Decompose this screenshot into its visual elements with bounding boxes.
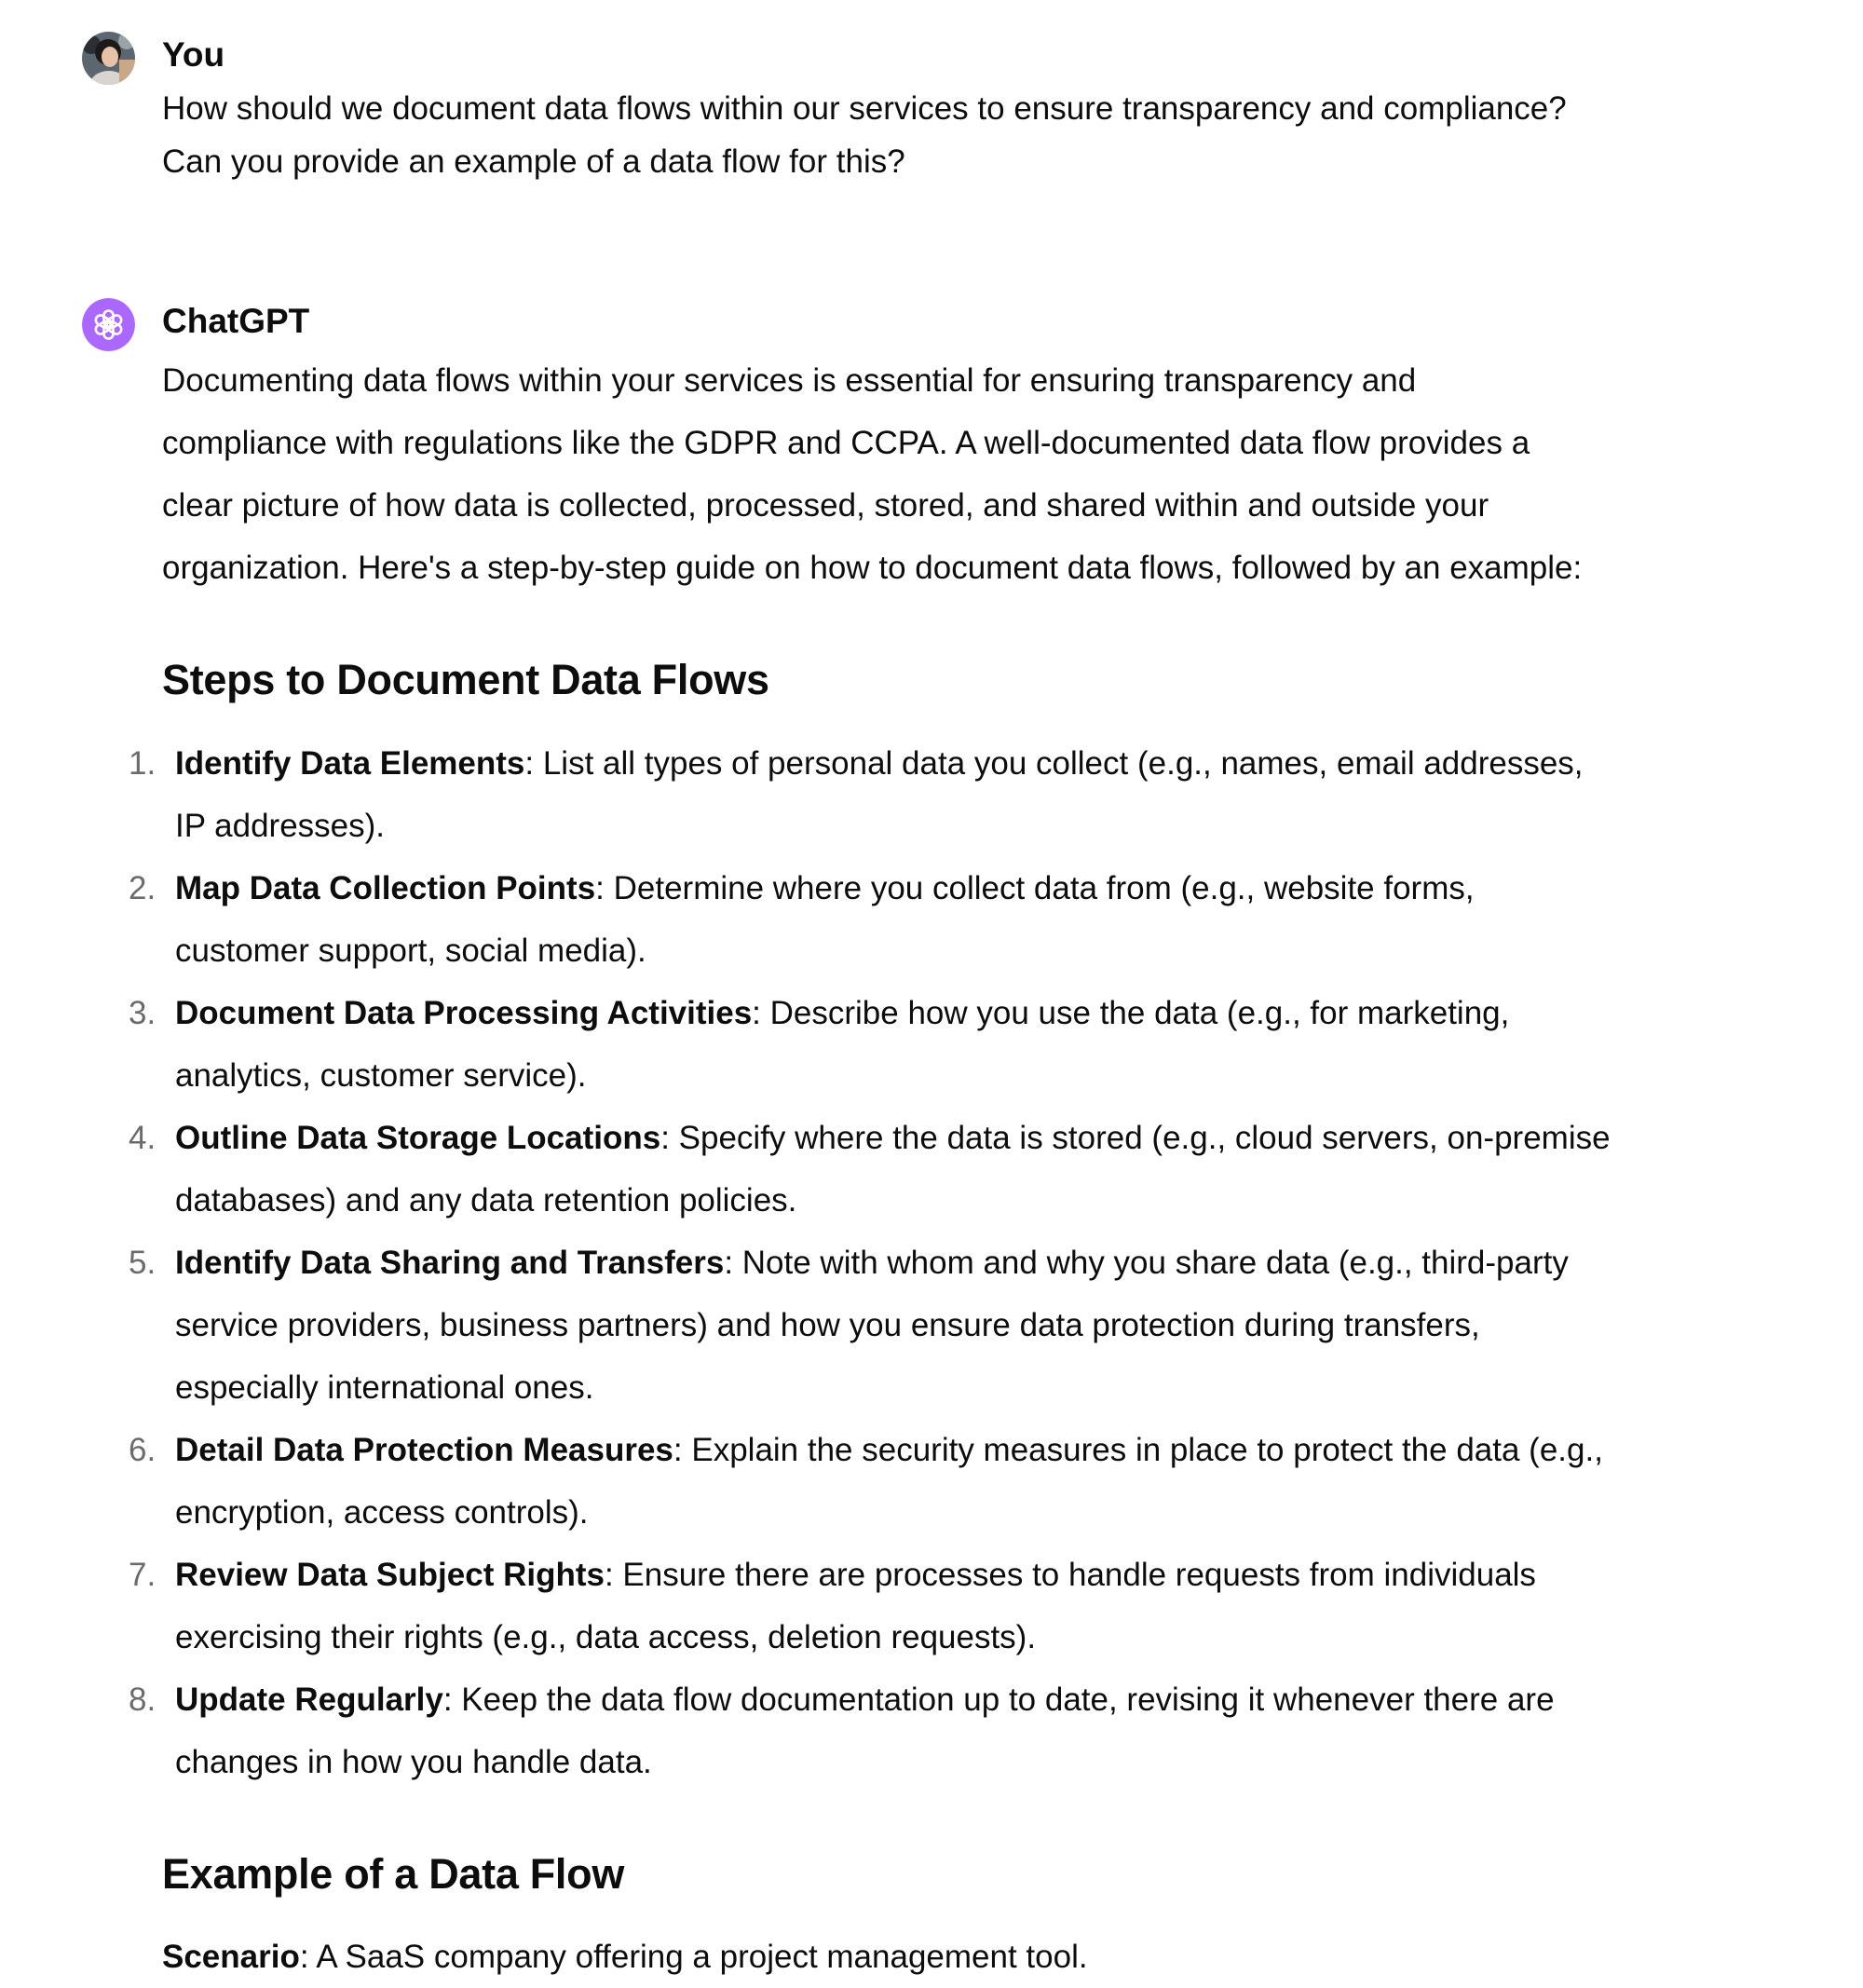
list-item-title: Document Data Processing Activities xyxy=(175,995,753,1031)
example-heading: Example of a Data Flow xyxy=(162,1850,625,1898)
list-item-text: databases) and any data retention policies. xyxy=(175,1182,797,1219)
scenario-line xyxy=(162,1926,1088,1988)
list-item-title: Identify Data Elements xyxy=(175,745,525,782)
list-item xyxy=(121,1668,1742,1793)
list-item-number: 5. xyxy=(129,1245,156,1281)
list-item xyxy=(121,1544,1742,1668)
list-item-number: 1. xyxy=(129,745,156,782)
list-item-number: 3. xyxy=(129,995,156,1031)
list-item-number: 4. xyxy=(129,1120,156,1156)
steps-heading: Steps to Document Data Flows xyxy=(162,656,769,703)
intro-line: organization. Here's a step-by-step guide on how to document data flows, followed by an example: xyxy=(162,550,1583,586)
list-item-number: 6. xyxy=(129,1432,156,1468)
list-item-number: 8. xyxy=(129,1682,156,1718)
list-item xyxy=(121,732,1742,857)
steps-list xyxy=(121,732,1742,1793)
user-message-text xyxy=(162,82,1727,188)
list-item-text: especially international ones. xyxy=(175,1369,594,1406)
list-item-text: analytics, customer service). xyxy=(175,1057,587,1094)
user-message-line: How should we document data flows within our services to ensure transparency and compliance? xyxy=(162,90,1567,127)
assistant-author: ChatGPT xyxy=(162,302,310,340)
list-item-text: changes in how you handle data. xyxy=(175,1744,652,1780)
user-message-line: Can you provide an example of a data flow for this? xyxy=(162,143,905,180)
list-item-text: encryption, access controls). xyxy=(175,1494,589,1531)
list-item-text: IP addresses). xyxy=(175,808,386,844)
list-item-title: Outline Data Storage Locations xyxy=(175,1120,661,1156)
list-item-title: Identify Data Sharing and Transfers xyxy=(175,1245,725,1281)
intro-line: clear picture of how data is collected, processed, stored, and shared within and outside your xyxy=(162,487,1489,524)
user-author: You xyxy=(162,35,225,74)
chatgpt-logo-icon xyxy=(82,298,135,351)
list-item-text: : Keep the data flow documentation up to date, revising it whenever there are xyxy=(442,1682,1555,1718)
intro-line: compliance with regulations like the GDPR and CCPA. A well-documented data flow provides a xyxy=(162,425,1530,461)
list-item-text: exercising their rights (e.g., data access, deletion requests). xyxy=(175,1619,1037,1655)
list-item-text: customer support, social media). xyxy=(175,933,646,969)
list-item-text: : Describe how you use the data (e.g., for marketing, xyxy=(752,995,1510,1031)
user-avatar xyxy=(82,32,135,85)
intro-line: Documenting data flows within your services is essential for ensuring transparency and xyxy=(162,362,1417,399)
list-item xyxy=(121,1107,1742,1232)
list-item-text: : Note with whom and why you share data (e.g., third-party xyxy=(724,1245,1569,1281)
list-item xyxy=(121,1419,1742,1544)
list-item-title: Map Data Collection Points xyxy=(175,870,596,906)
list-item-title: Detail Data Protection Measures xyxy=(175,1432,673,1468)
list-item xyxy=(121,857,1742,982)
list-item-text: : Specify where the data is stored (e.g., cloud servers, on-premise xyxy=(660,1120,1611,1156)
list-item-text: : List all types of personal data you collect (e.g., names, email addresses, xyxy=(524,745,1584,782)
list-item-text: service providers, business partners) and how you ensure data protection during transfers, xyxy=(175,1307,1480,1343)
list-item-number: 7. xyxy=(129,1557,156,1593)
list-item-text: : Explain the security measures in place to protect the data (e.g., xyxy=(673,1432,1603,1468)
list-item xyxy=(121,1232,1742,1419)
list-item-text: : Determine where you collect data from (e.g., website forms, xyxy=(595,870,1475,906)
list-item xyxy=(121,982,1742,1107)
list-item-text: : Ensure there are processes to handle requests from individuals xyxy=(604,1557,1536,1593)
list-item-number: 2. xyxy=(129,870,156,906)
scenario-label: Scenario xyxy=(162,1939,300,1975)
list-item-title: Update Regularly xyxy=(175,1682,443,1718)
list-item-title: Review Data Subject Rights xyxy=(175,1557,605,1593)
scenario-text: : A SaaS company offering a project management tool. xyxy=(299,1939,1088,1975)
assistant-intro-paragraph xyxy=(162,349,1727,599)
